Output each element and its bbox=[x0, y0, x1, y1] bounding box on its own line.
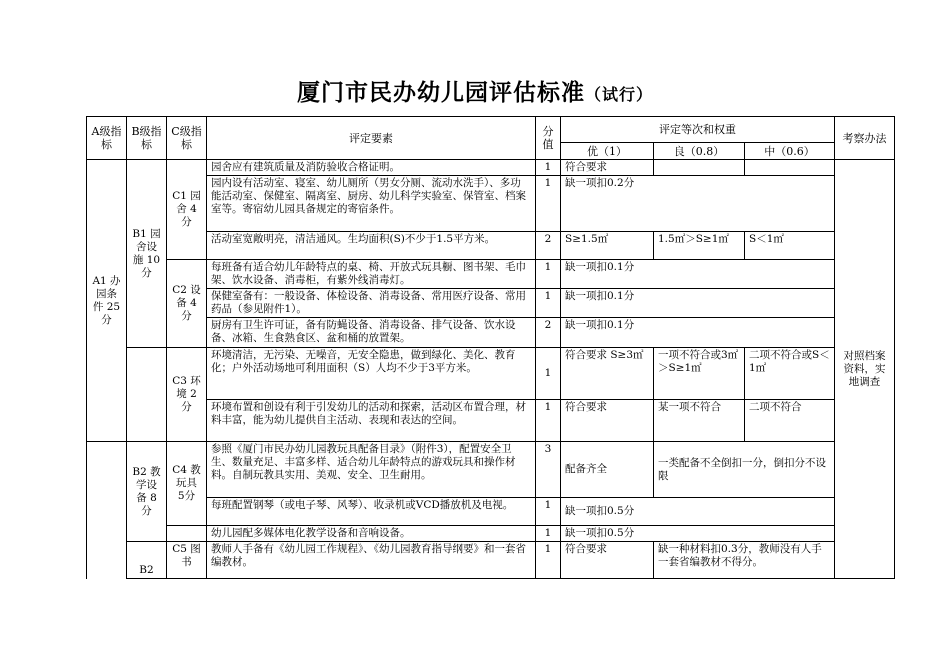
table-row bbox=[87, 232, 895, 260]
row-score: 1 bbox=[536, 526, 561, 542]
row-score: 3 bbox=[536, 442, 561, 498]
header-b-level: B级指标 bbox=[127, 117, 167, 160]
table-row bbox=[87, 348, 895, 400]
row-element: 教师人手备有《幼儿园工作规程》、《幼儿园教育指导纲要》和一套省编教材。 bbox=[207, 542, 536, 579]
row-score: 1 bbox=[536, 160, 561, 176]
table-row bbox=[87, 318, 895, 348]
row-score: 1 bbox=[536, 542, 561, 579]
row-element: 园内设有活动室、寝室、幼儿厕所（男女分厕、流动水洗手）、多功能活动室、保健室、隔离室、厨房、幼儿科学实验室、保管室、档案室等。寄宿幼儿园具备规定的寄宿条件。 bbox=[207, 176, 536, 232]
page-title: 厦门市民办幼儿园评估标准（试行） bbox=[296, 80, 653, 106]
row-fine: 缺一种材料扣0.3分，教师没有人手一套省编教材不得分。 bbox=[654, 542, 835, 579]
row-mid: 二项不符合或S＜1㎡ bbox=[745, 348, 835, 400]
row-mid: S＜1㎡ bbox=[745, 232, 835, 260]
row-element: 参照《厦门市民办幼儿园教玩具配备目录》（附件3），配置安全卫生、数量充足、丰富多样、适合幼儿年龄特点的游戏玩具和操作材料。自制玩教具实用、美观、安全、卫生耐用。 bbox=[207, 442, 536, 498]
row-mid: 二项不符合 bbox=[745, 400, 835, 442]
row-good: 符合要求 S≥3㎡ bbox=[561, 348, 654, 400]
b1-cell: B1 园舍设施 10分 bbox=[127, 160, 167, 348]
row-good: 符合要求 bbox=[561, 400, 654, 442]
table-row bbox=[87, 542, 895, 579]
table-row bbox=[87, 260, 895, 289]
header-grades: 评定等次和权重 bbox=[561, 117, 835, 143]
row-score: 1 bbox=[536, 498, 561, 526]
header-row bbox=[87, 117, 895, 143]
row-score: 1 bbox=[536, 400, 561, 442]
header-c-level: C级指标 bbox=[167, 117, 207, 160]
b2-cell: B2 教学设备 8分 bbox=[127, 442, 167, 542]
row-element: 厨房有卫生许可证，备有防蝇设备、消毒设备、排气设备、饮水设备、冰箱、生食熟食区、盆和桶的放置架。 bbox=[207, 318, 536, 348]
header-method: 考察办法 bbox=[835, 117, 895, 160]
row-good: 符合要求 bbox=[561, 160, 654, 176]
row-element: 园舍应有建筑质量及消防验收合格证明。 bbox=[207, 160, 536, 176]
row-fine: 某一项不符合 bbox=[654, 400, 745, 442]
header-elements: 评定要素 bbox=[207, 117, 536, 160]
table-row bbox=[87, 160, 895, 176]
method-cell: 对照档案资料，实地调查 bbox=[835, 160, 895, 579]
row-element: 活动室宽敞明亮，清洁通风。生均面积(S)不少于1.5平方米。 bbox=[207, 232, 536, 260]
row-fine: 1.5㎡＞S≥1㎡ bbox=[654, 232, 745, 260]
row-score: 1 bbox=[536, 348, 561, 400]
row-element: 幼儿园配多媒体电化教学设备和音响设备。 bbox=[207, 526, 536, 542]
row-good: S≥1.5㎡ bbox=[561, 232, 654, 260]
b2-cont-cell: B2 bbox=[127, 542, 167, 579]
table-row bbox=[87, 176, 895, 232]
header-score: 分值 bbox=[536, 117, 561, 160]
a1-cell: A1 办园条件 25分 bbox=[87, 160, 127, 442]
table-row bbox=[87, 289, 895, 318]
row-score: 2 bbox=[536, 318, 561, 348]
table-row bbox=[87, 400, 895, 442]
row-score: 1 bbox=[536, 289, 561, 318]
table-row bbox=[87, 526, 895, 542]
row-score: 2 bbox=[536, 232, 561, 260]
header-fine: 良（0.8） bbox=[654, 143, 745, 160]
page-subtitle: （试行） bbox=[584, 85, 653, 104]
c2-cell: C2 设备 4分 bbox=[167, 260, 207, 348]
row-fine: 一项不符合或3㎡＞S≥1㎡ bbox=[654, 348, 745, 400]
row-good: 配备齐全 bbox=[561, 442, 654, 498]
table-row bbox=[87, 442, 895, 498]
row-good: 缺一项扣0.5分 bbox=[561, 498, 835, 526]
evaluation-table bbox=[86, 116, 895, 579]
c1-cell: C1 园舍 4分 bbox=[167, 160, 207, 260]
row-good: 缺一项扣0.2分 bbox=[561, 176, 835, 232]
table-row bbox=[87, 498, 895, 526]
header-good: 优（1） bbox=[561, 143, 654, 160]
row-element: 每班配置钢琴（或电子琴、风琴）、收录机或VCD播放机及电视。 bbox=[207, 498, 536, 526]
row-good: 符合要求 bbox=[561, 542, 654, 579]
header-a-level: A级指标 bbox=[87, 117, 127, 160]
row-good: 缺一项扣0.1分 bbox=[561, 260, 835, 289]
row-mid bbox=[745, 160, 835, 176]
row-element: 环境清洁，无污染、无噪音，无安全隐患，做到绿化、美化、教育化；户外活动场地可利用面积（S）人均不少于3平方米。 bbox=[207, 348, 536, 400]
row-score: 1 bbox=[536, 176, 561, 232]
row-good: 缺一项扣0.5分 bbox=[561, 526, 835, 542]
row-element: 每班备有适合幼儿年龄特点的桌、椅、开放式玩具橱、图书架、毛巾架、饮水设备、消毒柜，有紫外线消毒灯。 bbox=[207, 260, 536, 289]
c5-cell: C5 图书 bbox=[167, 542, 207, 579]
c3-cell: C3 环境 2分 bbox=[167, 348, 207, 442]
row-element: 保健室备有：一般设备、体检设备、消毒设备、常用医疗设备、常用药品（参见附件1）。 bbox=[207, 289, 536, 318]
row-score: 1 bbox=[536, 260, 561, 289]
row-good: 缺一项扣0.1分 bbox=[561, 318, 835, 348]
row-element: 环境布置和创设有利于引发幼儿的活动和探索，活动区布置合理，材料丰富，能为幼儿提供自主活动、表现和表达的空间。 bbox=[207, 400, 536, 442]
row-fine: 一类配备不全倒扣一分，倒扣分不设限 bbox=[654, 442, 835, 498]
row-good: 缺一项扣0.1分 bbox=[561, 289, 835, 318]
row-fine bbox=[654, 160, 745, 176]
c4-cell: C4 教玩具 5分 bbox=[167, 442, 207, 526]
header-mid: 中（0.6） bbox=[745, 143, 835, 160]
